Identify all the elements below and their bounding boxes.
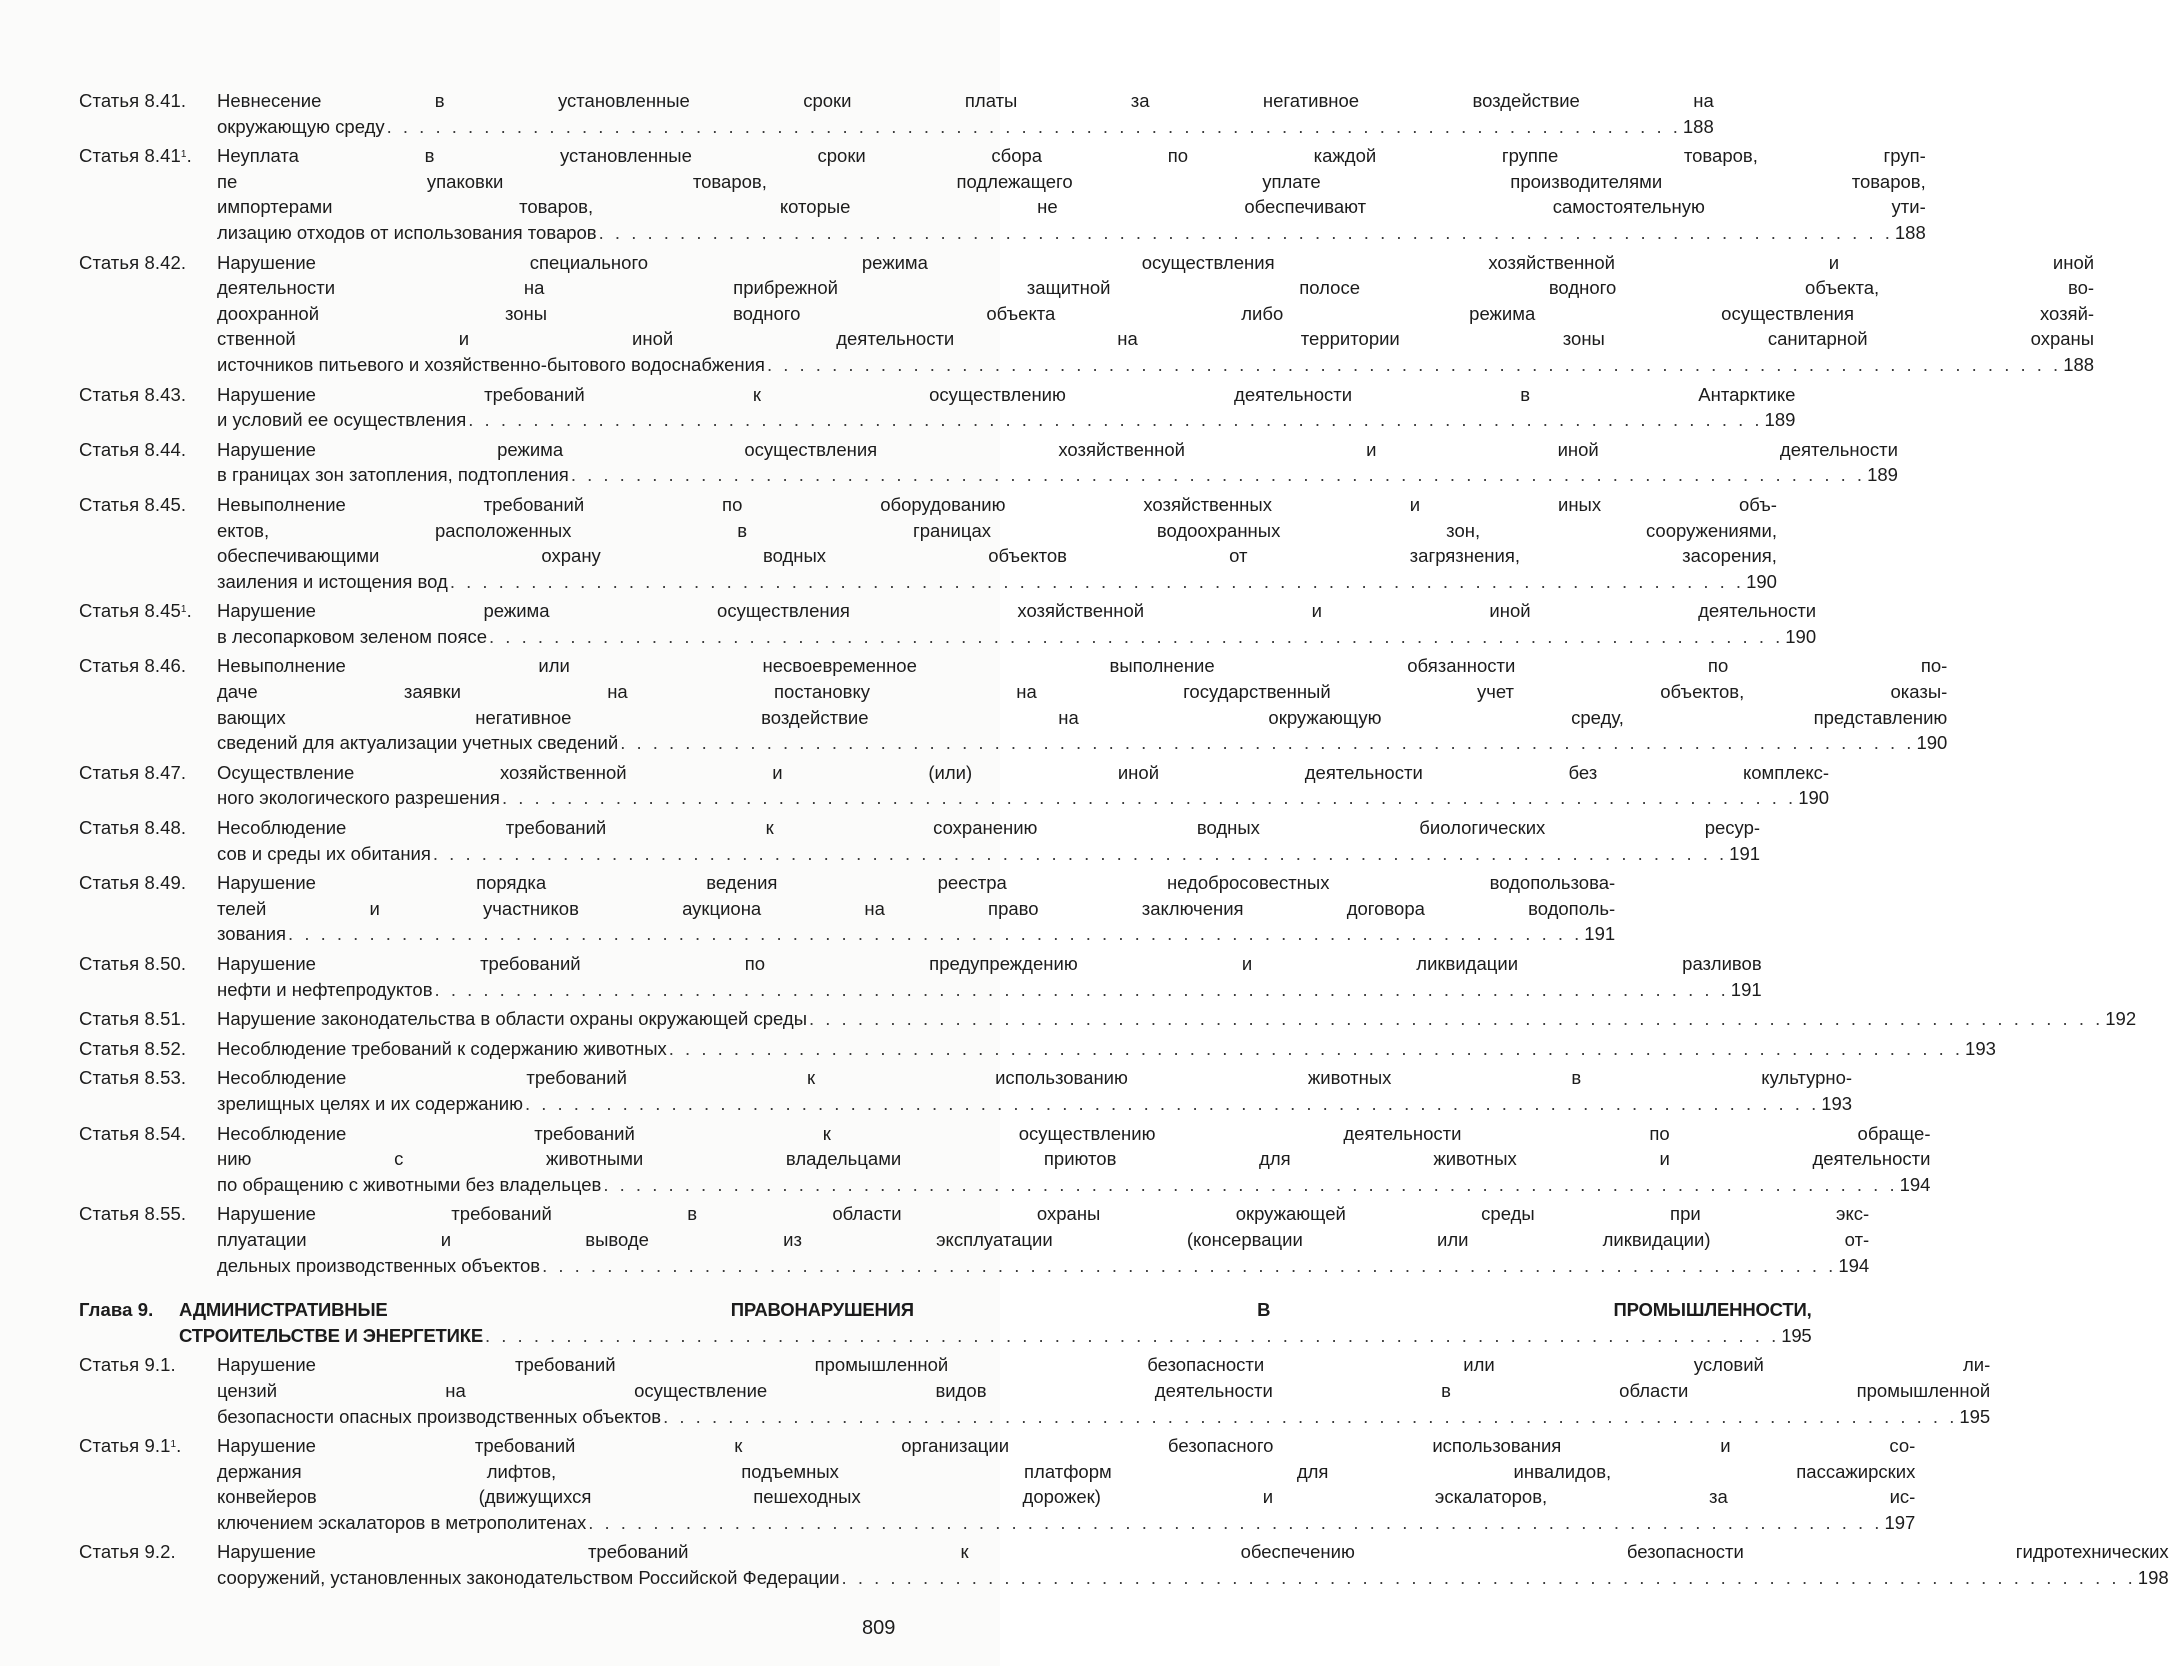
toc-entry-title-line: Нарушение требований в области охраны окружающей среды при экс- <box>217 1203 1870 1225</box>
toc-entry-leader-line <box>217 462 1898 488</box>
toc-entry-title-line: Несоблюдение требований к осуществлению деятельности по обраще- <box>217 1122 1931 1144</box>
toc-entry-title-last-line: Несоблюдение требований к содержанию животных <box>217 1037 667 1059</box>
toc-entry-number: Статья 8.48. <box>79 817 187 839</box>
dot-leader: . . . . . . . . . . . . . . . . . . . . . . . . . . . . . . . . . . . . . . . . . . . . . . . . . . . . . . . . . . . . . . . . . . . . . . . . . . . . . . . . <box>468 409 1763 431</box>
toc-entry-leader-line <box>217 1510 1915 1536</box>
toc-entry-title <box>217 250 2094 378</box>
toc-entry-leader-line <box>217 1091 1852 1117</box>
toc-entry-page: 190 <box>1798 787 1830 809</box>
toc-entry-title <box>217 1121 1930 1198</box>
toc-entry-label <box>79 653 217 679</box>
toc-article-entry[interactable] <box>79 1006 2137 1032</box>
toc-entry-label <box>79 1121 217 1147</box>
toc-entry-page: 198 <box>2137 1567 2169 1589</box>
dot-leader: . . . . . . . . . . . . . . . . . . . . . . . . . . . . . . . . . . . . . . . . . . . . . . . . . . . . . . . . . . . . . . . . . . . . . . . . . . . . . . . . <box>484 1324 1780 1346</box>
toc-entry-title <box>217 1352 1990 1429</box>
toc-entry-title-line: Нарушение требований по предупреждению и ликвидации разливов <box>217 953 1762 974</box>
toc-entry-title-last-line: и условий ее осуществления <box>217 409 467 431</box>
toc-entry-title-line: держания лифтов, подъемных платформ для инвалидов, пассажирских <box>217 1460 1916 1482</box>
dot-leader: . . . . . . . . . . . . . . . . . . . . . . . . . . . . . . . . . . . . . . . . . . . . . . . . . . . . . . . . . . . . . . . . . . . . . . . . . . . . . . . . <box>663 1405 1958 1427</box>
toc-entry-leader-line <box>179 1323 1812 1349</box>
toc-entry-title <box>217 760 1829 811</box>
toc-entry-leader-line <box>217 1404 1990 1430</box>
toc-entry-title-last-line: ного экологического разрешения <box>217 787 500 809</box>
dot-leader: . . . . . . . . . . . . . . . . . . . . . . . . . . . . . . . . . . . . . . . . . . . . . . . . . . . . . . . . . . . . . . . . . . . . . . . . . . . . . . . . <box>809 1008 2104 1030</box>
toc-entry-page: 193 <box>1821 1092 1853 1114</box>
toc-entry-leader-line <box>217 1253 1869 1279</box>
toc-article-entry[interactable] <box>79 88 1714 139</box>
toc-entry-title <box>217 815 1760 866</box>
toc-entry-label <box>79 492 217 518</box>
toc-entry-title <box>217 870 1615 947</box>
toc-entry-title-line: импортерами товаров, которые не обеспечивают самостоятельную ути- <box>217 196 1926 218</box>
toc-entry-title-line: Несоблюдение требований к сохранению водных биологических ресур- <box>217 817 1761 839</box>
toc-entry-title-line: Нарушение требований к обеспечению безопасности гидротехнических <box>217 1541 2169 1563</box>
toc-entry-label <box>79 250 217 276</box>
toc-entry-page: 191 <box>1730 978 1762 1000</box>
toc-entry-page: 195 <box>1781 1324 1812 1346</box>
toc-article-entry[interactable] <box>79 1352 1991 1429</box>
toc-entry-title-line: Невыполнение требований по оборудованию хозяйственных и иных объ- <box>217 493 1777 515</box>
toc-entry-label <box>79 1036 217 1062</box>
toc-entry-leader-line <box>217 730 1947 756</box>
dot-leader: . . . . . . . . . . . . . . . . . . . . . . . . . . . . . . . . . . . . . . . . . . . . . . . . . . . . . . . . . . . . . . . . . . . . . . . . . . . . . . . . <box>524 1092 1820 1114</box>
toc-entry-title-last-line: в лесопарковом зеленом поясе <box>217 625 488 647</box>
toc-entry-title-line: конвейеров (движущихся пешеходных дорожек) и эскалаторов, за ис- <box>217 1486 1916 1508</box>
toc-entry-title-line: Невнесение в установленные сроки платы за негативное воздействие на <box>217 90 1714 111</box>
toc-entry-title-line: Нарушение специального режима осуществления хозяйственной и иной <box>217 251 2095 273</box>
toc-chapter-entry[interactable] <box>79 1297 1812 1348</box>
toc-entry-title <box>217 382 1795 433</box>
toc-entry-title-line: Нарушение режима осуществления хозяйственной и иной деятельности <box>217 600 1817 622</box>
toc-article-entry[interactable] <box>79 1201 1870 1278</box>
toc-entry-leader-line <box>217 1006 2136 1032</box>
toc-entry-leader-line <box>217 921 1615 947</box>
dot-leader: . . . . . . . . . . . . . . . . . . . . . . . . . . . . . . . . . . . . . . . . . . . . . . . . . . . . . . . . . . . . . . . . . . . . . . . . . . . . . . . . <box>603 1173 1898 1195</box>
toc-entry-title <box>217 598 1816 649</box>
toc-entry-title <box>217 1201 1869 1278</box>
toc-entry-title-line: телей и участников аукциона на право заключения договора водополь- <box>217 897 1616 919</box>
toc-entry-number: Статья 8.45. <box>79 493 187 515</box>
toc-entry-title-line: Несоблюдение требований к использованию животных в культурно- <box>217 1067 1853 1089</box>
toc-entry-label <box>79 951 217 977</box>
toc-entry-page: 192 <box>2105 1008 2137 1030</box>
dot-leader: . . . . . . . . . . . . . . . . . . . . . . . . . . . . . . . . . . . . . . . . . . . . . . . . . . . . . . . . . . . . . . . . . . . . . . . . . . . . . . . . <box>432 842 1728 864</box>
toc-entry-number: Статья 8.49. <box>79 872 187 894</box>
toc-entry-page: 190 <box>1746 570 1777 592</box>
toc-entry-title <box>217 1036 1996 1062</box>
toc-entry-title-last-line: сов и среды их обитания <box>217 842 431 864</box>
dot-leader: . . . . . . . . . . . . . . . . . . . . . . . . . . . . . . . . . . . . . . . . . . . . . . . . . . . . . . . . . . . . . . . . . . . . . . . . . . . . . . . . <box>570 464 1866 486</box>
toc-entry-label <box>79 437 217 463</box>
toc-entry-title-last-line: безопасности опасных производственных объектов <box>217 1405 662 1427</box>
toc-entry-title-last-line: окружающую среду <box>217 115 385 137</box>
toc-entry-page: 191 <box>1729 842 1761 864</box>
dot-leader: . . . . . . . . . . . . . . . . . . . . . . . . . . . . . . . . . . . . . . . . . . . . . . . . . . . . . . . . . . . . . . . . . . . . . . . . . . . . . . . . <box>841 1567 2136 1589</box>
dot-leader: . . . . . . . . . . . . . . . . . . . . . . . . . . . . . . . . . . . . . . . . . . . . . . . . . . . . . . . . . . . . . . . . . . . . . . . . . . . . . . . . <box>434 978 1729 1000</box>
toc-entry-page: 191 <box>1584 923 1616 945</box>
toc-entry-leader-line <box>217 407 1795 433</box>
dot-leader: . . . . . . . . . . . . . . . . . . . . . . . . . . . . . . . . . . . . . . . . . . . . . . . . . . . . . . . . . . . . . . . . . . . . . . . . . . . . . . . . <box>668 1037 1964 1059</box>
toc-article-entry[interactable] <box>79 951 1762 1002</box>
dot-leader: . . . . . . . . . . . . . . . . . . . . . . . . . . . . . . . . . . . . . . . . . . . . . . . . . . . . . . . . . . . . . . . . . . . . . . . . . . . . . . . . <box>489 625 1784 647</box>
toc-entry-title-line: цензий на осуществление видов деятельности в области промышленной <box>217 1379 1991 1401</box>
toc-entry-title-line: Нарушение требований к организации безопасного использования и со- <box>217 1435 1916 1457</box>
toc-entry-page: 193 <box>1965 1037 1996 1059</box>
toc-entry-number: Статья 8.47. <box>79 761 187 783</box>
toc-entry-page: 194 <box>1899 1173 1931 1195</box>
toc-entry-number: Статья 9.2. <box>79 1541 176 1563</box>
toc-entry-label <box>79 1539 217 1565</box>
toc-entry-number: Статья 8.50. <box>79 953 187 974</box>
toc-entry-suffix: . <box>176 1435 182 1457</box>
toc-entry-label <box>79 1352 217 1378</box>
toc-entry-title-line: плуатации и выводе из эксплуатации (консервации или ликвидации) от- <box>217 1228 1870 1250</box>
toc-entry-title-line: Нарушение режима осуществления хозяйственной и иной деятельности <box>217 438 1898 460</box>
toc-entry-number: Статья 8.44. <box>79 438 187 460</box>
toc-entry-label <box>79 1065 217 1091</box>
toc-article-entry[interactable] <box>79 1539 2169 1590</box>
page-number: 809 <box>862 1617 896 1639</box>
toc-entry-number: Статья 8.54. <box>79 1122 187 1144</box>
toc-entry-title-line: обеспечивающими охрану водных объектов от загрязнения, засорения, <box>217 545 1777 567</box>
toc-article-entry[interactable] <box>79 250 2095 378</box>
toc-entry-title-line: АДМИНИСТРАТИВНЫЕ ПРАВОНАРУШЕНИЯ В ПРОМЫШЛЕННОСТИ, <box>179 1299 1812 1321</box>
toc-entry-suffix: . <box>186 600 192 622</box>
toc-article-entry[interactable] <box>79 1121 1931 1198</box>
toc-entry-number: Статья 8.41. <box>79 90 187 111</box>
toc-entry-title <box>217 1006 2136 1032</box>
toc-article-entry[interactable] <box>79 492 1777 594</box>
toc-entry-number: Статья 8.43. <box>79 383 187 405</box>
toc-entry-title <box>217 1065 1852 1116</box>
toc-entry-title-last-line: СТРОИТЕЛЬСТВЕ И ЭНЕРГЕТИКЕ <box>179 1324 483 1346</box>
toc-entry-title-last-line: сооружений, установленных законодательством Российской Федерации <box>217 1567 840 1589</box>
toc-entry-number: Статья 8.55. <box>79 1203 187 1225</box>
toc-entry-number: Статья 9.1 <box>79 1435 171 1457</box>
toc-entry-label <box>79 815 217 841</box>
toc-article-entry[interactable] <box>79 382 1796 433</box>
toc-entry-leader-line <box>217 1172 1930 1198</box>
dot-leader: . . . . . . . . . . . . . . . . . . . . . . . . . . . . . . . . . . . . . . . . . . . . . . . . . . . . . . . . . . . . . . . . . . . . . . . . . . . . . . . . <box>501 787 1797 809</box>
toc-article-entry[interactable] <box>79 437 1898 488</box>
toc-article-entry[interactable] <box>79 1036 1996 1062</box>
toc-entry-number: Статья 8.46. <box>79 655 187 677</box>
toc-entry-title-line: Нарушение требований промышленной безопасности или условий ли- <box>217 1354 1991 1376</box>
toc-entry-title-last-line: Нарушение законодательства в области охраны окружающей среды <box>217 1008 807 1030</box>
toc-entry-page: 190 <box>1785 625 1817 647</box>
toc-entry-title-last-line: заиления и истощения вод <box>217 570 448 592</box>
toc-entry-label <box>79 143 217 169</box>
dot-leader: . . . . . . . . . . . . . . . . . . . . . . . . . . . . . . . . . . . . . . . . . . . . . . . . . . . . . . . . . . . . . . . . . . . . . . . . . . . . . . . . <box>598 221 1893 243</box>
toc-article-entry[interactable] <box>79 1433 1916 1535</box>
toc-entry-title <box>217 88 1714 139</box>
toc-entry-label <box>79 1006 217 1032</box>
toc-entry-leader-line <box>217 569 1777 595</box>
toc-entry-page: 188 <box>1682 115 1714 137</box>
dot-leader: . . . . . . . . . . . . . . . . . . . . . . . . . . . . . . . . . . . . . . . . . . . . . . . . . . . . . . . . . . . . . . . . . . . . . . . . . . . . . . . . <box>542 1254 1837 1276</box>
toc-entry-label <box>79 598 217 624</box>
toc-entry-number: Статья 9.1. <box>79 1354 176 1376</box>
toc-entry-page: 189 <box>1867 464 1898 486</box>
toc-entry-number: Статья 8.45 <box>79 600 181 622</box>
toc-entry-page: 190 <box>1916 732 1948 754</box>
toc-entry-number: Глава 9. <box>79 1299 154 1321</box>
toc-entry-title-line: деятельности на прибрежной защитной полосе водного объекта, во- <box>217 277 2095 299</box>
toc-entry-title-last-line: источников питьевого и хозяйственно-бытового водоснабжения <box>217 353 765 375</box>
toc-entry-leader-line <box>217 352 2094 378</box>
toc-entry-title-line: Осуществление хозяйственной и (или) иной деятельности без комплекс- <box>217 761 1830 783</box>
toc-article-entry[interactable] <box>79 143 1926 245</box>
dot-leader: . . . . . . . . . . . . . . . . . . . . . . . . . . . . . . . . . . . . . . . . . . . . . . . . . . . . . . . . . . . . . . . . . . . . . . . . . . . . . . . . <box>766 353 2062 375</box>
toc-entry-page: 194 <box>1838 1254 1870 1276</box>
toc-entry-title-line: Невыполнение или несвоевременное выполнение обязанности по по- <box>217 655 1948 677</box>
dot-leader: . . . . . . . . . . . . . . . . . . . . . . . . . . . . . . . . . . . . . . . . . . . . . . . . . . . . . . . . . . . . . . . . . . . . . . . . . . . . . . . . <box>386 115 1681 137</box>
toc-entry-leader-line <box>217 1565 2169 1591</box>
table-of-contents <box>79 88 2169 1595</box>
toc-article-entry[interactable] <box>79 760 1830 811</box>
toc-entry-superscript: 1 <box>180 149 187 161</box>
toc-entry-label <box>79 88 217 114</box>
toc-entry-title-last-line: по обращению с животными без владельцев <box>217 1173 602 1195</box>
toc-entry-number: Статья 8.42. <box>79 251 187 273</box>
toc-entry-title <box>217 1433 1915 1535</box>
toc-entry-leader-line <box>217 220 1926 246</box>
toc-entry-title-last-line: сведений для актуализации учетных сведений <box>217 732 619 754</box>
toc-entry-title-last-line: в границах зон затопления, подтопления <box>217 464 569 486</box>
toc-entry-page: 189 <box>1764 409 1796 431</box>
toc-entry-superscript: 1 <box>170 1439 177 1451</box>
toc-entry-title-last-line: зования <box>217 923 287 945</box>
dot-leader: . . . . . . . . . . . . . . . . . . . . . . . . . . . . . . . . . . . . . . . . . . . . . . . . . . . . . . . . . . . . . . . . . . . . . . . . . . . . . . . . <box>588 1511 1883 1533</box>
toc-article-entry[interactable] <box>79 870 1616 947</box>
toc-entry-leader-line <box>217 1036 1996 1062</box>
toc-entry-leader-line <box>217 977 1762 1003</box>
toc-entry-title-last-line: лизацию отходов от использования товаров <box>217 221 597 243</box>
toc-entry-leader-line <box>217 785 1829 811</box>
toc-article-entry[interactable] <box>79 653 1948 755</box>
toc-entry-label <box>79 760 217 786</box>
toc-entry-number: Статья 8.52. <box>79 1037 187 1059</box>
toc-entry-title-line: ственной и иной деятельности на территории зоны санитарной охраны <box>217 328 2095 350</box>
toc-entry-number: Статья 8.41 <box>79 145 181 167</box>
toc-entry-label <box>79 1433 217 1459</box>
toc-entry-label <box>79 870 217 896</box>
toc-entry-title-line: Нарушение требований к осуществлению деятельности в Антарктике <box>217 383 1796 405</box>
toc-entry-title-line: нию с животными владельцами приютов для животных и деятельности <box>217 1148 1931 1170</box>
toc-entry-leader-line <box>217 841 1760 867</box>
toc-entry-superscript: 1 <box>180 604 187 616</box>
toc-entry-title <box>217 143 1926 245</box>
toc-entry-title <box>217 951 1762 1002</box>
toc-article-entry[interactable] <box>79 815 1761 866</box>
toc-entry-leader-line <box>217 624 1816 650</box>
toc-entry-suffix: . <box>186 145 192 167</box>
toc-entry-title-last-line: дельных производственных объектов <box>217 1254 541 1276</box>
toc-entry-title <box>217 437 1898 488</box>
toc-entry-number: Статья 8.53. <box>79 1067 187 1089</box>
toc-entry-page: 197 <box>1884 1511 1916 1533</box>
dot-leader: . . . . . . . . . . . . . . . . . . . . . . . . . . . . . . . . . . . . . . . . . . . . . . . . . . . . . . . . . . . . . . . . . . . . . . . . . . . . . . . . <box>449 570 1745 592</box>
toc-entry-title <box>179 1297 1812 1348</box>
toc-entry-title-line: пе упаковки товаров, подлежащего уплате производителями товаров, <box>217 170 1926 192</box>
toc-entry-title-line: даче заявки на постановку на государственный учет объектов, оказы- <box>217 681 1948 703</box>
toc-entry-title-last-line: зрелищных целях и их содержанию <box>217 1092 523 1114</box>
toc-entry-title-line: ектов, расположенных в границах водоохранных зон, сооружениями, <box>217 519 1777 541</box>
toc-entry-title-line: доохранной зоны водного объекта либо режима осуществления хозяй- <box>217 302 2095 324</box>
toc-article-entry[interactable] <box>79 598 1817 649</box>
toc-entry-label <box>79 1297 179 1323</box>
toc-entry-number: Статья 8.51. <box>79 1008 187 1030</box>
toc-entry-page: 188 <box>2063 353 2095 375</box>
toc-article-entry[interactable] <box>79 1065 1853 1116</box>
toc-entry-title <box>217 1539 2169 1590</box>
toc-entry-title <box>217 653 1947 755</box>
toc-entry-title <box>217 492 1777 594</box>
toc-entry-title-line: вающих негативное воздействие на окружающую среду, представлению <box>217 706 1948 728</box>
toc-entry-page: 188 <box>1894 221 1926 243</box>
toc-entry-page: 195 <box>1959 1405 1991 1427</box>
toc-entry-label <box>79 1201 217 1227</box>
toc-entry-title-line: Неуплата в установленные сроки сбора по каждой группе товаров, груп- <box>217 145 1926 167</box>
toc-entry-label <box>79 382 217 408</box>
dot-leader: . . . . . . . . . . . . . . . . . . . . . . . . . . . . . . . . . . . . . . . . . . . . . . . . . . . . . . . . . . . . . . . . . . . . . . . . . . . . . . . . <box>288 923 1583 945</box>
toc-entry-title-last-line: ключением эскалаторов в метрополитенах <box>217 1511 587 1533</box>
toc-entry-title-last-line: нефти и нефтепродуктов <box>217 978 433 1000</box>
toc-entry-leader-line <box>217 114 1714 140</box>
toc-entry-title-line: Нарушение порядка ведения реестра недобросовестных водопользова- <box>217 872 1616 894</box>
dot-leader: . . . . . . . . . . . . . . . . . . . . . . . . . . . . . . . . . . . . . . . . . . . . . . . . . . . . . . . . . . . . . . . . . . . . . . . . . . . . . . . . <box>620 732 1915 754</box>
